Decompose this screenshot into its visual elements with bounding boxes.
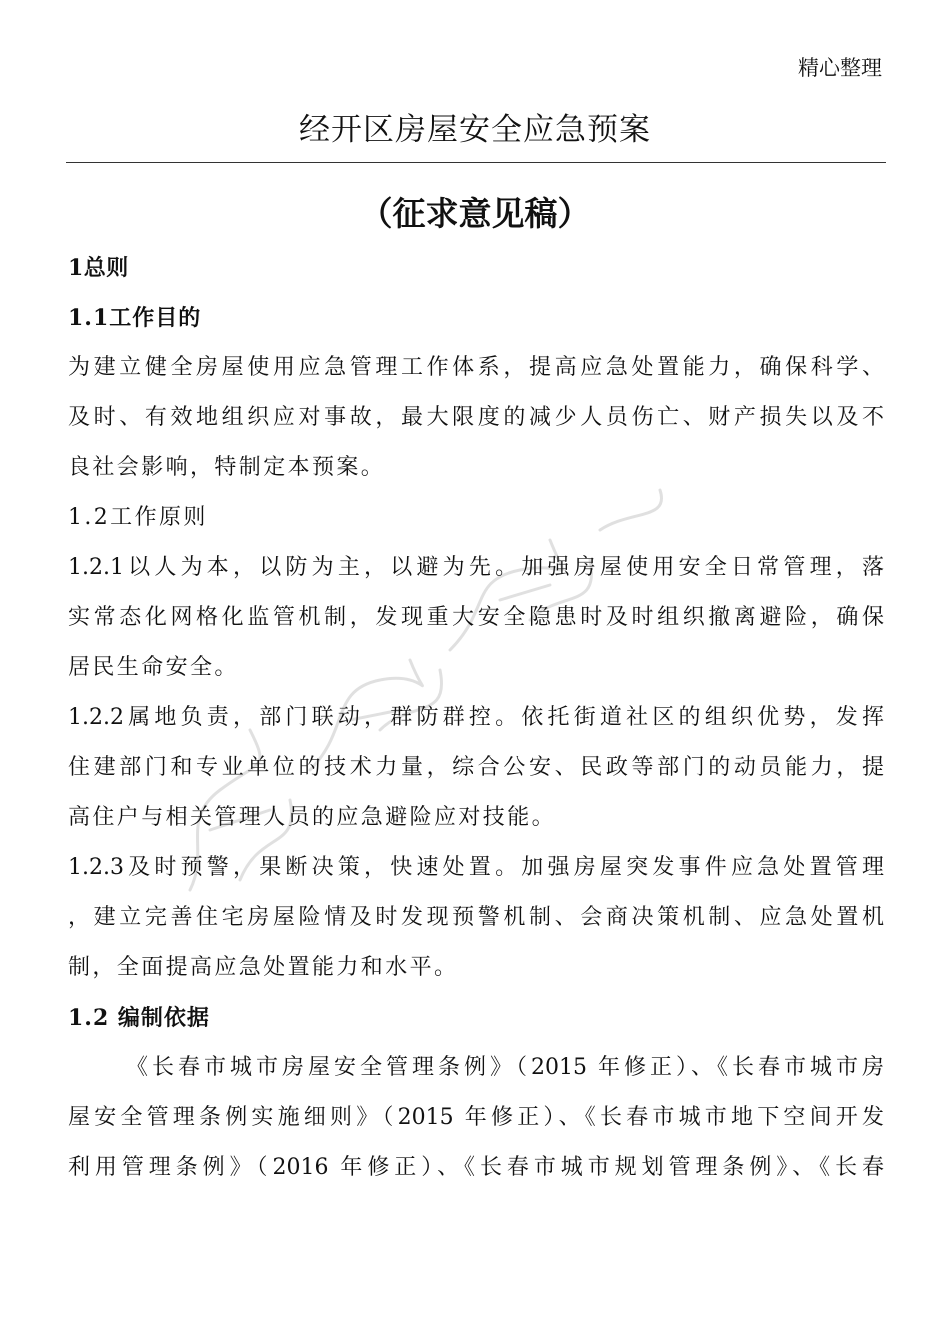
section-heading-basis: 1.2 编制依据 xyxy=(68,1005,210,1031)
paragraph-line: 1.2.1以人为本，以防为主，以避为先。加强房屋使用安全日常管理，落 xyxy=(68,555,884,580)
section-heading-general: 1总则 xyxy=(68,255,129,281)
section-heading-principles: 1.2工作原则 xyxy=(68,505,208,530)
paragraph-line: 《长春市城市房屋安全管理条例》（2015 年修正）、《长春市城市房 xyxy=(126,1055,884,1080)
title-divider xyxy=(66,162,886,163)
paragraph-line: 实常态化网格化监管机制，发现重大安全隐患时及时组织撤离避险，确保 xyxy=(68,605,884,630)
paragraph-line: 利用管理条例》（2016 年修正）、《长春市城市规划管理条例》、《长春 xyxy=(68,1155,884,1180)
paragraph-line: 1.2.3及时预警，果断决策，快速处置。加强房屋突发事件应急处置管理 xyxy=(68,855,884,880)
paragraph-line: 及时、有效地组织应对事故，最大限度的减少人员伤亡、财产损失以及不 xyxy=(68,405,884,430)
document-subtitle: （征求意见稿） xyxy=(359,194,591,233)
paragraph-line: 1.2.2属地负责，部门联动，群防群控。依托街道社区的组织优势，发挥 xyxy=(68,705,884,730)
section-heading-purpose: 1.1工作目的 xyxy=(68,305,202,331)
paragraph-line: ，建立完善住宅房屋险情及时发现预警机制、会商决策机制、应急处置机 xyxy=(68,905,884,930)
paragraph-line: 为建立健全房屋使用应急管理工作体系，提高应急处置能力，确保科学、 xyxy=(68,355,884,380)
paragraph-line: 住建部门和专业单位的技术力量，综合公安、民政等部门的动员能力，提 xyxy=(68,755,884,780)
paragraph-line: 制，全面提高应急处置能力和水平。 xyxy=(68,955,459,980)
paragraph-line: 屋安全管理条例实施细则》（2015 年修正）、《长春市城市地下空间开发 xyxy=(68,1105,884,1130)
paragraph-line: 居民生命安全。 xyxy=(68,655,239,680)
header-note: 精心整理 xyxy=(798,56,882,80)
document-title: 经开区房屋安全应急预案 xyxy=(299,112,651,148)
paragraph-line: 高住户与相关管理人员的应急避险应对技能。 xyxy=(68,805,557,830)
document-body xyxy=(68,243,884,1193)
paragraph-line: 良社会影响，特制定本预案。 xyxy=(68,455,386,480)
